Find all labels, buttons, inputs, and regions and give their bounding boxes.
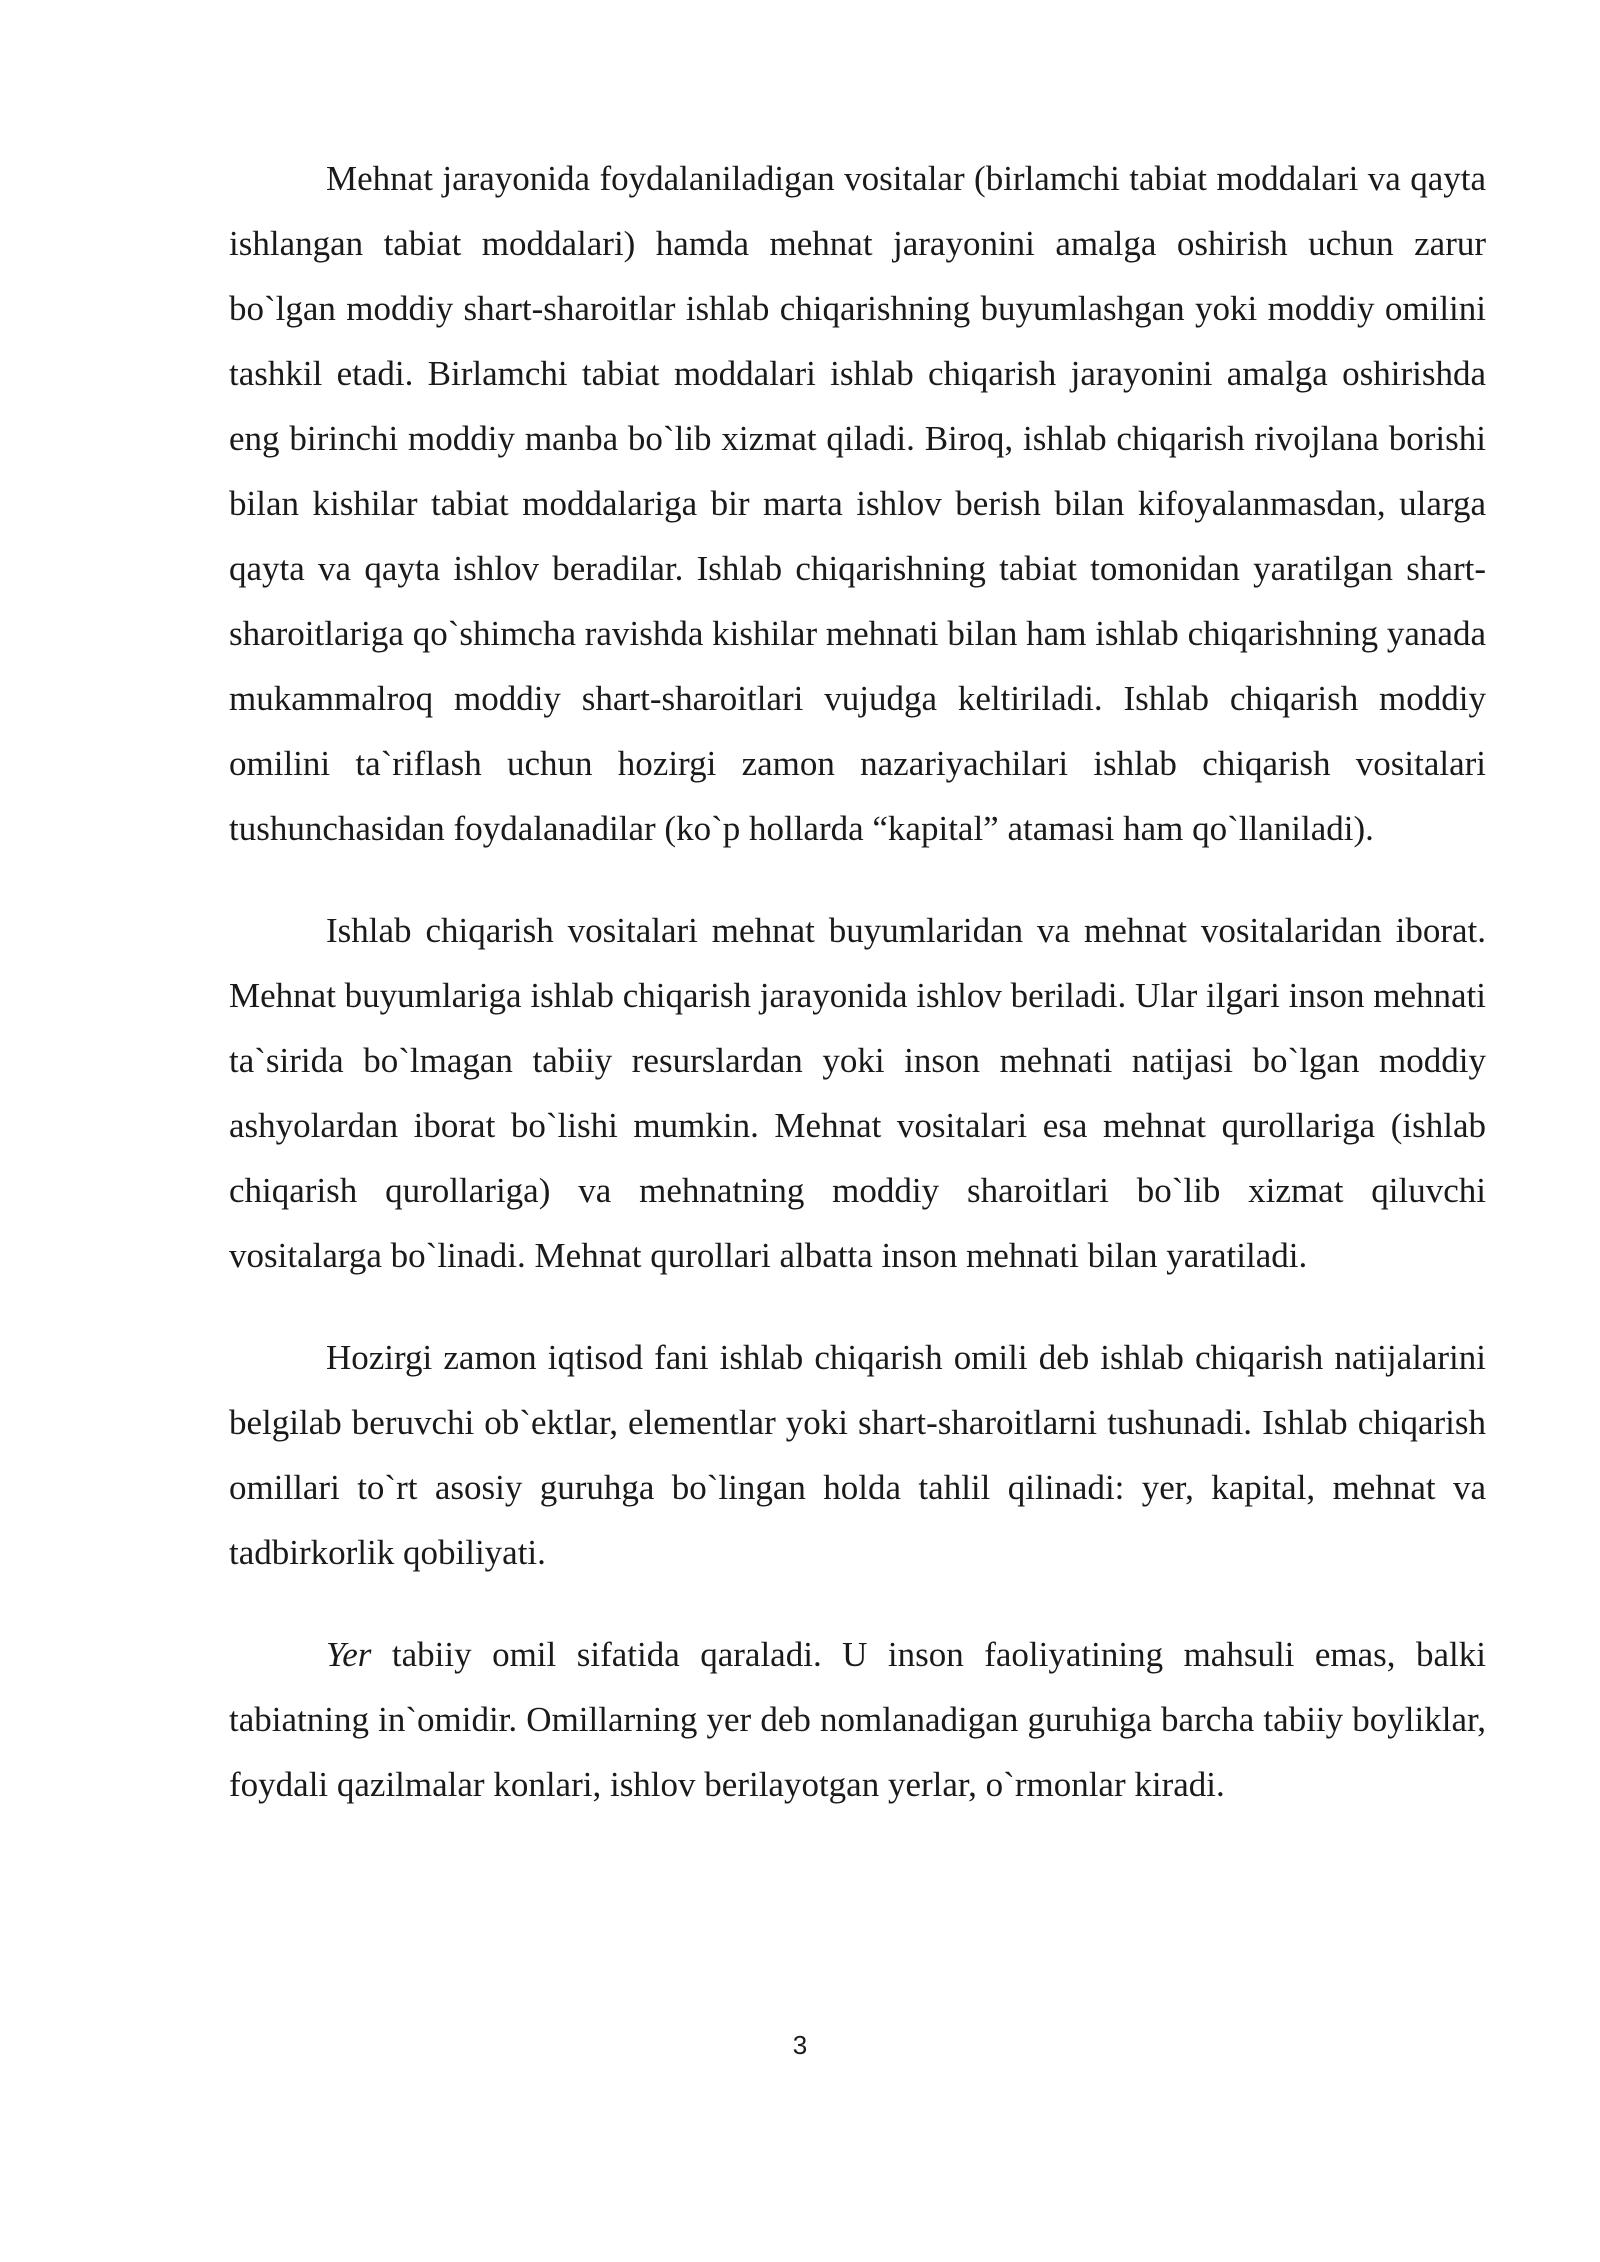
- paragraph-2: Ishlab chiqarish vositalari mehnat buyumlaridan va mehnat vositalaridan iborat. Mehnat buyumlariga ishlab chiqarish jarayonida ishlov beriladi. Ular ilgari inson mehnati ta`sirida bo`lmagan tabiiy resurslardan yoki inson mehnati natijasi bo`lgan moddiy ashyolardan iborat bo`lishi mumkin. Mehnat vositalari esa mehnat qurollariga (ishlab chiqarish qurollariga) va mehnatning moddiy sharoitlari bo`lib xizmat qiluvchi vositalarga bo`linadi. Mehnat qurollari albatta inson mehnati bilan yaratiladi.: [229, 911, 1486, 1275]
- italic-term: Yer: [326, 1635, 372, 1674]
- paragraph-4-text: tabiiy omil sifatida qaraladi. U inson faoliyatining mahsuli emas, balki tabiatning in`omidir. Omillarning yer deb nomlanadigan guruhiga barcha tabiiy boyliklar, foydali qazilmalar konlari, ishlov berilayotgan yerlar, o`rmonlar kiradi.: [229, 1635, 1486, 1804]
- paragraph-3: Hozirgi zamon iqtisod fani ishlab chiqarish omili deb ishlab chiqarish natijalarini belgilab beruvchi ob`ektlar, elementlar yoki shart-sharoitlarni tushunadi. Ishlab chiqarish omillari to`rt asosiy guruhga bo`lingan holda tahlil qilinadi: yer, kapital, mehnat va tadbirkorlik qobiliyati.: [229, 1338, 1486, 1572]
- paragraph-1: Mehnat jarayonida foydalaniladigan vositalar (birlamchi tabiat moddalari va qayta ishlangan tabiat moddalari) hamda mehnat jarayonini amalga oshirish uchun zarur bo`lgan moddiy shart-sharoitlar ishlab chiqarishning buyumlashgan yoki moddiy omilini tashkil etadi. Birlamchi tabiat moddalari ishlab chiqarish jarayonini amalga oshirishda eng birinchi moddiy manba bo`lib xizmat qiladi. Biroq, ishlab chiqarish rivojlana borishi bilan kishilar tabiat moddalariga bir marta ishlov berish bilan kifoyalanmasdan, ularga qayta va qayta ishlov beradilar. Ishlab chiqarishning tabiat tomonidan yaratilgan shart-sharoitlariga qo`shimcha ravishda kishilar mehnati bilan ham ishlab chiqarishning yanada mukammalroq moddiy shart-sharoitlari vujudga keltiriladi. Ishlab chiqarish moddiy omilini ta`riflash uchun hozirgi zamon nazariyachilari ishlab chiqarish vositalari tushunchasidan foydalanadilar (ko`p hollarda “kapital” atamasi ham qo`llaniladi).: [229, 159, 1486, 848]
- paragraph-4: [229, 1622, 1486, 1817]
- body-text: [229, 146, 1486, 1817]
- page-number: 3: [792, 2030, 808, 2060]
